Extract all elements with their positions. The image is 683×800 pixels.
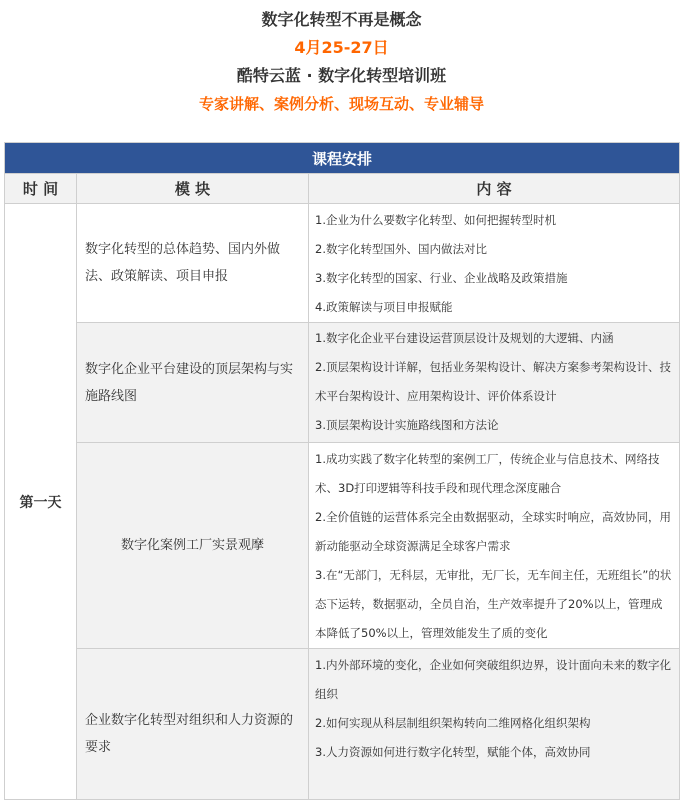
- day-label: 第一天: [5, 204, 77, 800]
- content-item: 3.人力资源如何进行数字化转型，赋能个体，高效协同: [315, 745, 591, 759]
- module-cell: 数字化转型的总体趋势、国内外做法、政策解读、项目申报: [77, 204, 309, 323]
- program-features: 专家讲解、案例分析、现场互动、专业辅导: [198, 95, 484, 113]
- content-item: 1.数字化企业平台建设运营顶层设计及规划的大逻辑、内涵: [315, 331, 614, 345]
- content-item: 2.全价值链的运营体系完全由数据驱动，全球实时响应，高效协同，用新动能驱动全球资源满足全球客户需求: [315, 510, 671, 553]
- content-item: 1.内外部环境的变化，企业如何突破组织边界，设计面向未来的数字化组织: [315, 658, 671, 701]
- table-row: [5, 649, 680, 800]
- content-item: 3.数字化转型的国家、行业、企业战略及政策措施: [315, 271, 568, 285]
- content-cell: [309, 323, 680, 443]
- schedule-banner: 课程安排: [5, 143, 680, 174]
- column-header-module: 模 块: [77, 174, 309, 204]
- content-item: 2.如何实现从科层制组织架构转向二维网格化组织架构: [315, 716, 591, 730]
- content-item: 1.成功实践了数字化转型的案例工厂，传统企业与信息技术、网络技术、3D打印逻辑等科技手段和现代理念深度融合: [315, 452, 660, 495]
- content-item: 1.企业为什么要数字化转型、如何把握转型时机: [315, 213, 556, 227]
- content-item: 2.顶层架构设计详解，包括业务架构设计、解决方案参考架构设计、技术平台架构设计、应用架构设计、评价体系设计: [315, 360, 671, 403]
- content-cell: [309, 204, 680, 323]
- table-row: [5, 443, 680, 649]
- content-cell: [309, 443, 680, 649]
- module-cell: 企业数字化转型对组织和人力资源的要求: [77, 649, 309, 800]
- column-header-row: [5, 174, 680, 204]
- page-title: 数字化转型不再是概念: [261, 10, 422, 29]
- page-header: [0, 0, 683, 118]
- content-item: 3.在“无部门，无科层，无审批，无厂长，无车间主任，无班组长”的状态下运转，数据驱动，全员自治，生产效率提升了20%以上，管理成本降低了50%以上，管理效能发生了质的变化: [315, 568, 672, 640]
- schedule-table: [4, 142, 680, 800]
- content-item: 3.顶层架构设计实施路线图和方法论: [315, 418, 499, 432]
- content-cell: [309, 649, 680, 800]
- module-cell: 数字化案例工厂实景观摩: [77, 443, 309, 649]
- training-program-name: 酷特云蓝 · 数字化转型培训班: [236, 66, 447, 85]
- table-row: [5, 204, 680, 323]
- event-date: 4月25-27日: [294, 38, 389, 57]
- column-header-content: 内 容: [309, 174, 680, 204]
- content-item: 4.政策解读与项目申报赋能: [315, 300, 453, 314]
- module-cell: 数字化企业平台建设的顶层架构与实施路线图: [77, 323, 309, 443]
- table-row: [5, 323, 680, 443]
- content-item: 2.数字化转型国外、国内做法对比: [315, 242, 487, 256]
- column-header-time: 时 间: [5, 174, 77, 204]
